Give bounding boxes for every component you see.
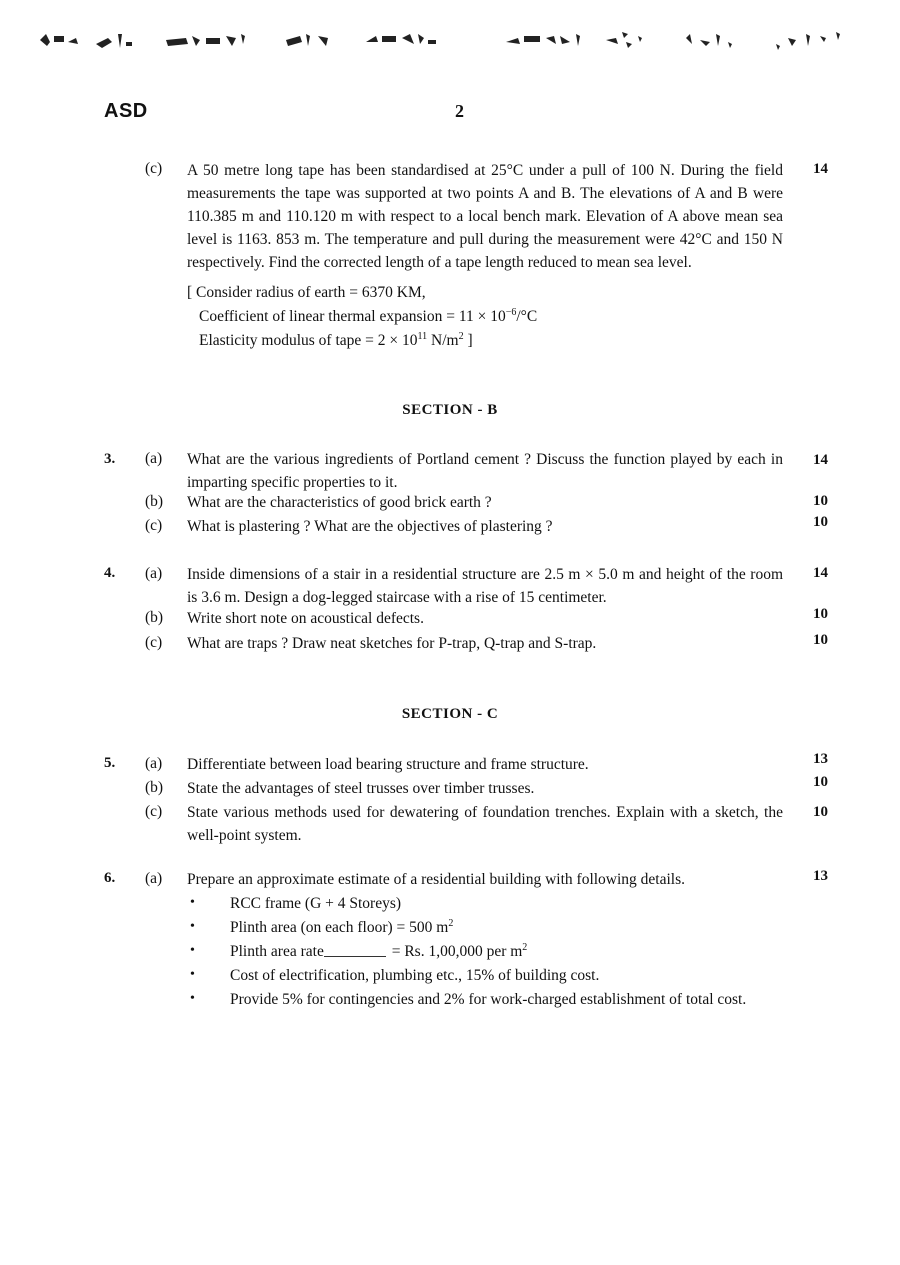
q6-item-rcc-frame: RCC frame (G + 4 Storeys) [230, 895, 402, 912]
q5-number: 5. [104, 755, 116, 771]
q6a-part-label: (a) [145, 870, 163, 887]
q5b-marks: 10 [813, 774, 828, 790]
q6a-marks: 13 [813, 868, 828, 884]
section-b-title: SECTION - B [402, 402, 498, 418]
q6-bullet-4: • [190, 967, 195, 982]
q6-item-contingencies: Provide 5% for contingencies and 2% for work-charged establishment of total cost. [230, 991, 747, 1008]
q4c-marks: 10 [813, 632, 828, 648]
q3-number: 3. [104, 451, 116, 467]
q4c-text: What are traps ? Draw neat sketches for P-trap, Q-trap and S-trap. [187, 635, 597, 652]
q4a-part-label: (a) [145, 565, 163, 582]
q2c-elasticity-exponent-2: 2 [458, 331, 464, 342]
q2c-marks: 14 [813, 161, 828, 177]
q6-plinth-rate-label: Plinth area rate [230, 943, 324, 960]
q5c-text: State various methods used for dewatering of foundation trenches. Explain with a sketch, the well-point system. [187, 804, 783, 844]
q2c-part-label: (c) [145, 160, 163, 177]
q4b-marks: 10 [813, 606, 828, 622]
q6-plinth-rate-exponent: 2 [522, 942, 528, 953]
q3c-text: What is plastering ? What are the objectives of plastering ? [187, 518, 553, 535]
q2c-elasticity-exponent: 11 [417, 331, 428, 342]
q6-plinth-area-exponent: 2 [448, 918, 454, 929]
q2c-text: A 50 metre long tape has been standardised at 25°C under a pull of 100 N. During the field measurements the tape was supported at two points A and B. The elevations of A and B were 110.385 m and 110.120 m with respect to a local bench mark. Elevation of A above mean sea level is 1163. 853 m. The temperature and pull during the measurement were 42°C and 150 N respectively. Find the corrected length of a tape length reduced to mean sea level. [187, 162, 783, 271]
q3a-marks: 14 [813, 452, 828, 468]
scan-noise-strip [36, 22, 856, 62]
q4b-part-label: (b) [145, 609, 164, 626]
q3a-part-label: (a) [145, 450, 163, 467]
q4b-text: Write short note on acoustical defects. [187, 610, 424, 627]
q2c-elasticity-prefix: Elasticity modulus of tape = 2 × 10 [199, 332, 418, 349]
q3a-text: What are the various ingredients of Portland cement ? Discuss the function played by each in imparting specific properties to it. [187, 451, 783, 491]
q2c-elasticity-mid: N/m [427, 332, 459, 349]
q5a-text: Differentiate between load bearing structure and frame structure. [187, 756, 589, 773]
q6-plinth-area-text: Plinth area (on each floor) = 500 m [230, 919, 449, 936]
paper-code: ASD [104, 100, 148, 122]
q6-item-plinth-area [230, 916, 783, 939]
q4a-text: Inside dimensions of a stair in a residential structure are 2.5 m × 5.0 m and height of the room is 3.6 m. Design a dog-legged staircase with a rise of 15 centimeter. [187, 566, 783, 606]
q6-item-electrification: Cost of electrification, plumbing etc., 15% of building cost. [230, 967, 600, 984]
q2c-elasticity-line [199, 329, 473, 352]
q4a-marks: 14 [813, 565, 828, 581]
q5b-text: State the advantages of steel trusses over timber trusses. [187, 780, 535, 797]
q5b-part-label: (b) [145, 779, 164, 796]
section-c-title: SECTION - C [401, 706, 499, 722]
q4c-part-label: (c) [145, 634, 163, 651]
q5c-marks: 10 [813, 804, 828, 820]
q2c-coefficient-prefix: Coefficient of linear thermal expansion = 11 × 10 [199, 308, 506, 325]
q6-plinth-rate-blank [324, 956, 386, 957]
q5a-part-label: (a) [145, 755, 163, 772]
q3c-marks: 10 [813, 514, 828, 530]
q5c-part-label: (c) [145, 803, 163, 820]
q2c-consider-line: [ Consider radius of earth = 6370 KM, [187, 284, 426, 301]
q6a-text: Prepare an approximate estimate of a residential building with following details. [187, 871, 686, 888]
q2c-coefficient-exponent: −6 [505, 307, 517, 318]
q3b-marks: 10 [813, 493, 828, 509]
q2c-coefficient-unit: /°C [516, 308, 538, 325]
q6-plinth-rate-value: = Rs. 1,00,000 per m [387, 943, 523, 960]
q3c-part-label: (c) [145, 517, 163, 534]
q6-number: 6. [104, 870, 116, 886]
q5a-marks: 13 [813, 751, 828, 767]
q3b-part-label: (b) [145, 493, 164, 510]
q6-bullet-1: • [190, 895, 195, 910]
q6-bullet-3: • [190, 943, 195, 958]
page-number: 2 [455, 101, 464, 121]
q3b-text: What are the characteristics of good brick earth ? [187, 494, 492, 511]
q4-number: 4. [104, 565, 116, 581]
q6-bullet-5: • [190, 991, 195, 1006]
q6-item-plinth-rate [230, 940, 783, 963]
q2c-elasticity-end: ] [463, 332, 473, 349]
q2c-coefficient-line [199, 305, 537, 328]
q6-bullet-2: • [190, 919, 195, 934]
